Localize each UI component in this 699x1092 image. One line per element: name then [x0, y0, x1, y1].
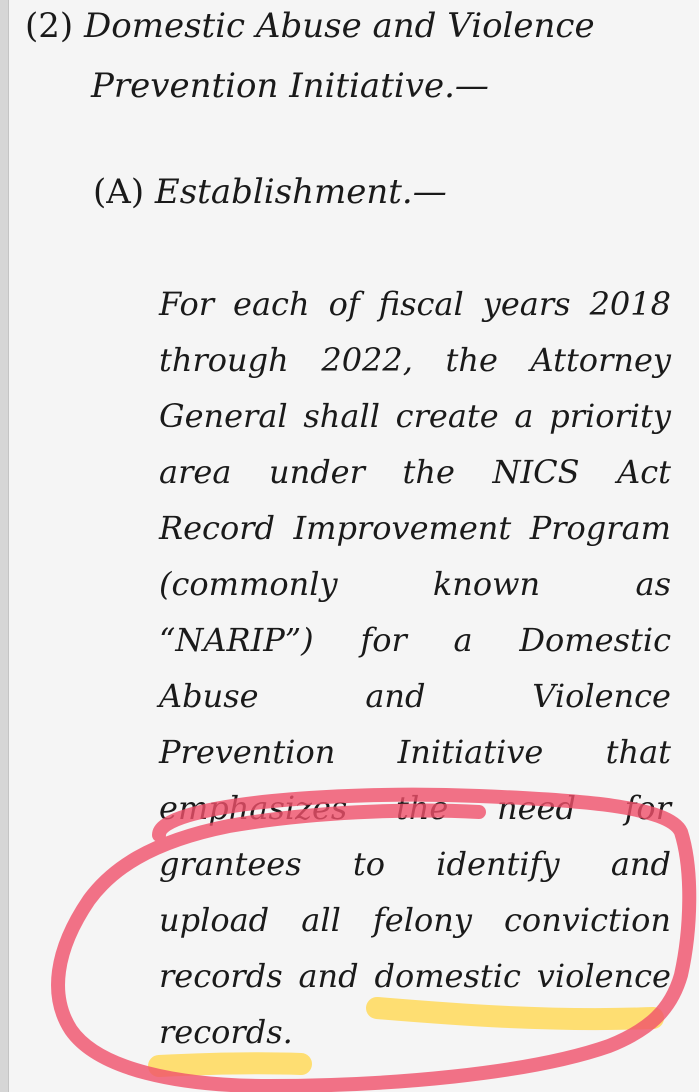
body-word: 2022,: [321, 341, 413, 379]
body-word: and: [298, 957, 359, 995]
body-word: shall: [303, 397, 380, 435]
body-word: violence: [536, 957, 671, 995]
body-word: grantees: [159, 845, 302, 883]
subsection-title: Establishment.—: [154, 172, 447, 212]
body-word: NICS: [492, 453, 580, 491]
body-word: to: [352, 845, 386, 883]
body-word: emphasizes: [159, 789, 348, 827]
body-paragraph: [159, 276, 671, 1060]
body-word: identify: [436, 845, 560, 883]
body-line: [159, 388, 671, 444]
body-word: need: [496, 789, 576, 827]
body-word: for: [360, 621, 407, 659]
body-word: Abuse: [159, 677, 259, 715]
body-word: (commonly: [159, 565, 338, 603]
body-word: under: [268, 453, 365, 491]
body-word: Attorney: [530, 341, 671, 379]
section-number: (2): [25, 6, 74, 46]
document-page: [8, 0, 699, 1092]
body-word: Prevention: [159, 733, 336, 771]
body-word: the: [445, 341, 498, 379]
body-word: known: [432, 565, 541, 603]
body-line: [159, 556, 671, 612]
body-line: [159, 612, 671, 668]
body-word: records.: [159, 1013, 293, 1051]
body-word: of: [328, 285, 360, 323]
body-word: domestic: [374, 957, 521, 995]
body-line: [159, 444, 671, 500]
body-line: [159, 780, 671, 836]
body-word: priority: [549, 397, 671, 435]
body-word: each: [233, 285, 310, 323]
body-line: [159, 892, 671, 948]
body-word: “NARIP”): [159, 621, 314, 659]
body-word: 2018: [589, 285, 671, 323]
section-title-line1: Domestic Abuse and Violence: [83, 6, 595, 46]
body-line: [159, 724, 671, 780]
body-word: upload: [159, 901, 270, 939]
body-word: all: [301, 901, 341, 939]
body-word: Improvement: [293, 509, 512, 547]
body-word: Act: [617, 453, 671, 491]
section-title-line2: Prevention Initiative.—: [91, 66, 489, 106]
body-line: [159, 276, 671, 332]
body-word: through: [159, 341, 289, 379]
body-line: [159, 948, 671, 1004]
body-word: felony: [372, 901, 472, 939]
body-word: Record: [159, 509, 275, 547]
body-word: fiscal: [378, 285, 464, 323]
body-line: [159, 332, 671, 388]
body-word: for: [624, 789, 671, 827]
body-word: Initiative: [397, 733, 544, 771]
body-word: that: [605, 733, 671, 771]
body-word: a: [453, 621, 473, 659]
body-word: Domestic: [519, 621, 671, 659]
body-word: General: [159, 397, 288, 435]
body-word: and: [365, 677, 426, 715]
subsection-label: (A): [93, 172, 145, 212]
body-word: conviction: [504, 901, 671, 939]
body-word: and: [610, 845, 671, 883]
body-word: as: [635, 565, 671, 603]
body-line: [159, 836, 671, 892]
body-line: [159, 1004, 671, 1060]
body-word: the: [395, 789, 449, 827]
body-word: Violence: [532, 677, 671, 715]
body-word: Program: [529, 509, 671, 547]
highlight-stroke-records: [159, 1063, 301, 1066]
body-word: create: [395, 397, 499, 435]
body-word: a: [514, 397, 534, 435]
body-word: For: [159, 285, 215, 323]
body-line: [159, 500, 671, 556]
body-word: the: [402, 453, 455, 491]
subsection-heading: [93, 172, 447, 212]
section-heading-line1: [25, 6, 595, 46]
body-word: years: [482, 285, 571, 323]
body-line: [159, 668, 671, 724]
body-word: records: [159, 957, 283, 995]
body-word: area: [159, 453, 232, 491]
